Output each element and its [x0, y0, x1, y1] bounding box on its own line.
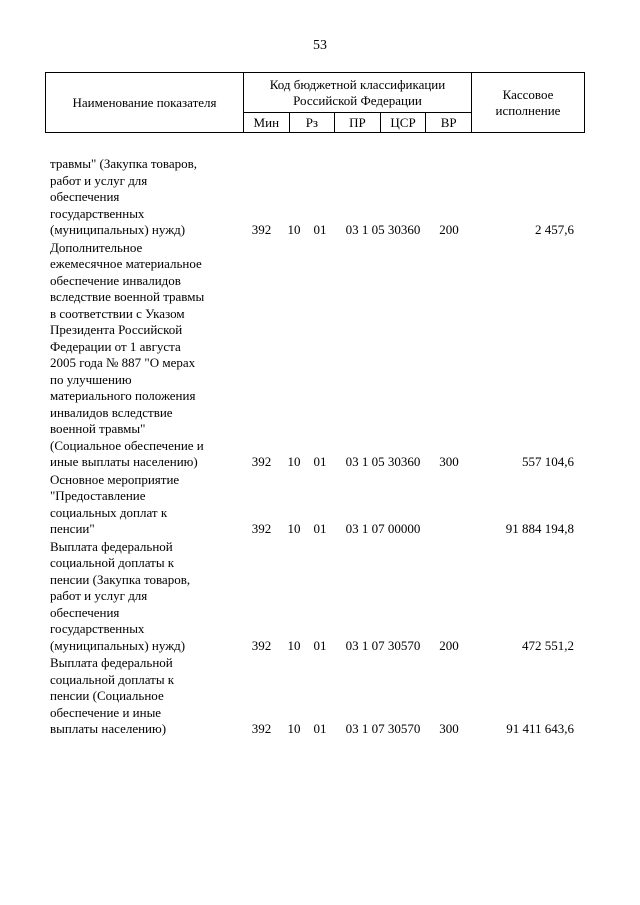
row-sum: 91 884 194,8 — [505, 521, 574, 536]
table-body — [50, 156, 585, 739]
row-name-line: "Предоставление — [50, 488, 146, 503]
table-row — [50, 472, 585, 538]
header-pr: ПР — [335, 113, 381, 133]
row-name-line: Основное мероприятие — [50, 471, 180, 487]
row-vr: 300 — [439, 454, 459, 469]
row-name-line: государственных — [50, 205, 145, 221]
row-name-line: социальной доплаты к — [50, 555, 175, 570]
row-csr: 03 1 05 30360 — [345, 222, 421, 237]
header-name: Наименование показателя — [46, 73, 244, 133]
header-kassa-line1: Кассовое — [502, 86, 554, 102]
row-name-line: (Социальное обеспечение и — [50, 437, 204, 453]
row-name-line: 2005 года № 887 "О мерах — [50, 355, 196, 370]
row-name-line: пенсии" — [50, 521, 95, 536]
row-rz: 10 — [287, 222, 301, 237]
header-code-line2: Российской Федерации — [293, 92, 422, 108]
row-name-line: пенсии (Социальное — [50, 688, 164, 703]
row-sum: 91 411 643,6 — [506, 721, 574, 736]
row-name — [50, 472, 242, 538]
row-name-line: обеспечения — [50, 604, 120, 620]
row-min: 392 — [251, 454, 272, 469]
header-code — [244, 73, 472, 113]
page-number: 53 — [313, 38, 327, 53]
header-kassa-line2: исполнение — [495, 102, 561, 118]
row-name-line: социальной доплаты к — [50, 671, 175, 687]
row-name-line: травмы" (Закупка товаров, — [50, 156, 198, 171]
row-name-line: Федерации от 1 августа — [50, 338, 181, 354]
row-name — [50, 156, 242, 239]
row-sum: 2 457,6 — [535, 222, 574, 237]
row-csr: 03 1 07 30570 — [345, 637, 421, 653]
header-code-line1: Код бюджетной классификации — [269, 76, 446, 92]
table-row — [50, 240, 585, 471]
row-name-line: государственных — [50, 621, 145, 636]
header-min: Мин — [244, 113, 290, 133]
row-name-line: в соответствии с Указом — [50, 305, 185, 321]
row-name-line: инвалидов вследствие — [50, 404, 173, 420]
row-vr: 300 — [439, 721, 459, 736]
row-rz: 10 — [287, 521, 301, 536]
row-name — [50, 539, 242, 655]
row-pr: 01 — [313, 454, 327, 469]
row-csr: 03 1 07 30570 — [345, 721, 421, 736]
row-csr: 03 1 07 00000 — [345, 521, 421, 536]
row-name — [50, 240, 242, 471]
row-name-line: (муниципальных) нужд) — [50, 222, 186, 237]
row-name-line: иные выплаты населению) — [50, 454, 198, 469]
row-name-line: выплаты населению) — [50, 721, 167, 736]
row-pr: 01 — [313, 721, 327, 736]
table-row — [50, 655, 585, 738]
row-name-line: по улучшению — [50, 371, 132, 387]
row-pr: 01 — [313, 637, 327, 653]
row-name-line: пенсии (Закупка товаров, — [50, 571, 191, 587]
row-name-line: работ и услуг для — [50, 588, 148, 603]
row-name-line: обеспечение инвалидов — [50, 272, 181, 288]
table-row — [50, 156, 585, 239]
row-name-line: Президента Российской — [50, 322, 183, 337]
row-name-line: Выплата федеральной — [50, 655, 173, 670]
row-name-line: Дополнительное — [50, 239, 143, 255]
header-vr: ВР — [426, 113, 472, 133]
row-min: 392 — [251, 521, 272, 536]
header-csr: ЦСР — [380, 113, 426, 133]
row-name-line: работ и услуг для — [50, 172, 148, 188]
row-name-line: вследствие военной травмы — [50, 289, 205, 304]
row-name-line: (муниципальных) нужд) — [50, 637, 186, 653]
row-csr: 03 1 05 30360 — [345, 454, 421, 469]
row-min: 392 — [251, 222, 272, 237]
row-rz: 10 — [287, 454, 301, 469]
row-name-line: обеспечения — [50, 189, 120, 204]
table-header — [45, 72, 585, 133]
table-row — [50, 539, 585, 655]
row-name-line: военной травмы" — [50, 421, 146, 436]
row-rz: 10 — [287, 721, 301, 736]
row-rz: 10 — [287, 637, 301, 653]
row-name-line: социальных доплат к — [50, 504, 168, 520]
row-vr: 200 — [439, 637, 459, 653]
row-name-line: ежемесячное материальное — [50, 256, 202, 271]
row-pr: 01 — [313, 222, 327, 237]
header-rz: Рз — [289, 113, 335, 133]
row-min: 392 — [251, 721, 272, 736]
row-min: 392 — [251, 637, 272, 653]
row-vr: 200 — [439, 222, 459, 237]
row-name — [50, 655, 242, 738]
row-name-line: Выплата федеральной — [50, 538, 173, 554]
row-sum: 472 551,2 — [522, 637, 574, 653]
row-name-line: обеспечение и иные — [50, 704, 162, 720]
row-name-line: материального положения — [50, 388, 196, 403]
row-pr: 01 — [313, 521, 327, 536]
row-sum: 557 104,6 — [522, 454, 574, 469]
header-kassa — [472, 73, 585, 133]
